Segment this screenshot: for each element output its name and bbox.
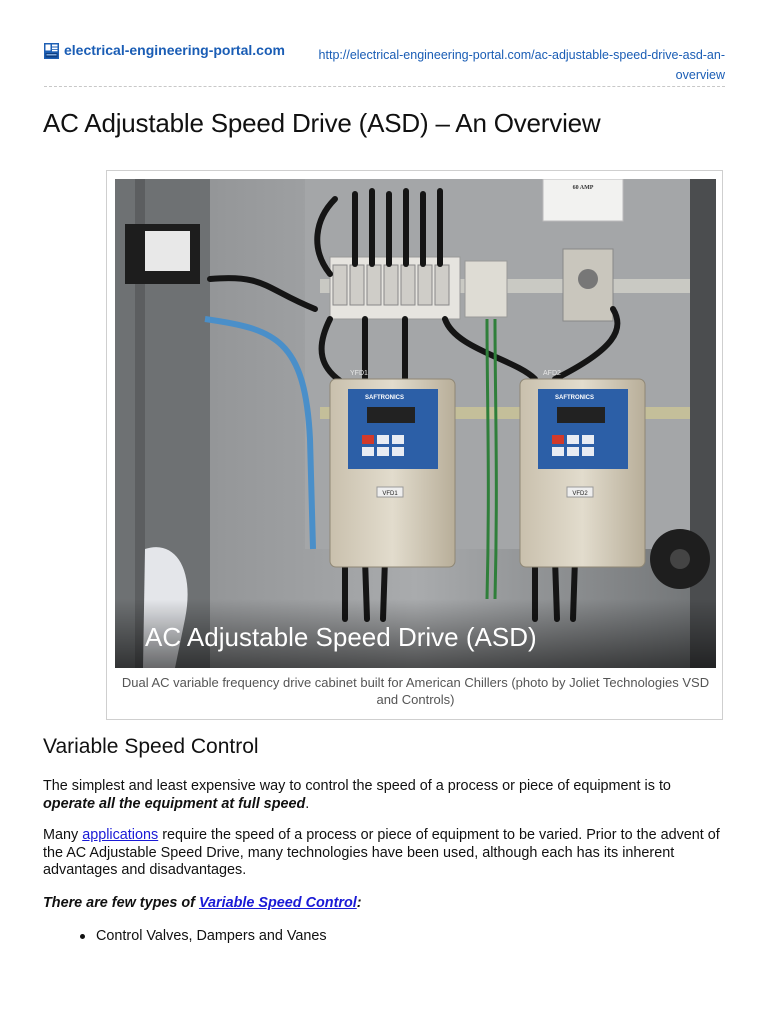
drive1-plate: VFD1 <box>382 491 398 497</box>
figure-caption: Dual AC variable frequency drive cabinet built for American Chillers (photo by Joliet Technologies VSD and Controls) <box>121 675 710 707</box>
control-types-list <box>43 928 327 945</box>
paragraph-1-emphasis: operate all the equipment at full speed <box>43 795 306 812</box>
paragraph-2-before: Many <box>43 827 83 843</box>
article-url-link[interactable]: http://electrical-engineering-portal.com/ac-adjustable-speed-drive-asd-an-overview <box>318 48 725 82</box>
article-title: AC Adjustable Speed Drive (ASD) – An Overview <box>43 108 601 138</box>
breaker-label: 60 AMP <box>572 185 594 191</box>
paragraph-1-text: The simplest and least expensive way to control the speed of a process or piece of equipment is to <box>43 778 671 794</box>
article-figure <box>106 170 723 720</box>
drive-cabinet-photo <box>115 179 716 668</box>
photo-overlay-title: AC Adjustable Speed Drive (ASD) <box>145 622 537 652</box>
paragraph-1 <box>43 778 723 813</box>
paragraph-1-end: . <box>305 795 310 812</box>
variable-speed-control-link[interactable]: Variable Speed Control <box>198 895 357 911</box>
paragraph-2-after: require the speed of a process or piece of equipment to be varied. Prior to the advent of the AC Adjustable Speed Drive, many technologies have been used, although each has its inherent advantages and disadvantages. <box>43 827 720 878</box>
drive1-brand: SAFTRONICS <box>365 395 404 401</box>
list-item: Control Valves, Dampers and Vanes <box>43 928 327 945</box>
paragraph-3-before: There are few types of <box>43 895 199 911</box>
section-heading: Variable Speed Control <box>43 735 259 758</box>
drive2-plate: VFD2 <box>572 491 588 497</box>
site-logo-icon <box>44 43 59 59</box>
site-name-link[interactable]: electrical-engineering-portal.com <box>64 42 285 58</box>
paragraph-3-after: : <box>356 895 362 911</box>
paragraph-3 <box>43 895 723 913</box>
drive2-brand: SAFTRONICS <box>555 395 594 401</box>
drive1-tag: YFD1 <box>350 370 368 377</box>
applications-link[interactable]: applications <box>82 827 159 843</box>
drive2-tag: AFD2 <box>543 370 561 377</box>
paragraph-2 <box>43 827 723 880</box>
header-divider <box>44 86 725 87</box>
